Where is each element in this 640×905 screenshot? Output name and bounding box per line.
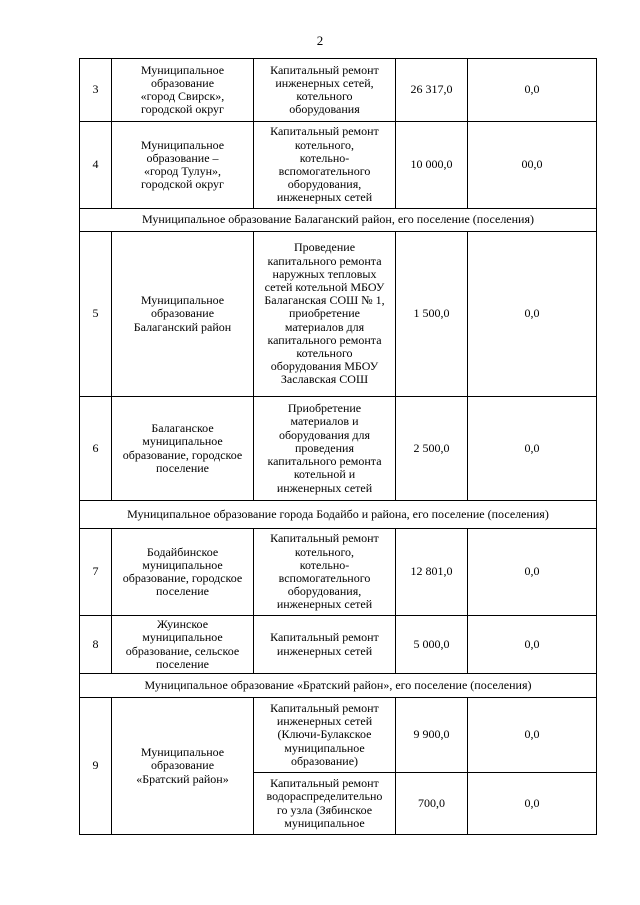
row-number: 8 (80, 616, 112, 674)
section-header-row (80, 501, 597, 529)
row-number: 9 (80, 698, 112, 835)
section-header: Муниципальное образование «Братский район», его поселение (поселения) (80, 674, 597, 698)
purpose-text: Капитальный ремонт водораспределительно го узла (Зябинское муниципальное (254, 773, 396, 835)
municipality-name: Бодайбинское муниципальное образование, городское поселение (112, 529, 254, 616)
section-header: Муниципальное образование города Бодайбо и района, его поселение (поселения) (80, 501, 597, 529)
purpose-text: Приобретение материалов и оборудования для проведения капитального ремонта котельной и инженерных сетей (254, 397, 396, 501)
row-number: 7 (80, 529, 112, 616)
row-number: 6 (80, 397, 112, 501)
subsidy-table (79, 58, 597, 835)
row-number: 4 (80, 122, 112, 209)
amount-value: 12 801,0 (396, 529, 468, 616)
other-value: 0,0 (468, 773, 597, 835)
purpose-text: Капитальный ремонт инженерных сетей (Ключи-Булакское муниципальное образование) (254, 698, 396, 773)
row-number: 5 (80, 232, 112, 397)
amount-value: 9 900,0 (396, 698, 468, 773)
table-row (80, 698, 597, 773)
section-header-row (80, 674, 597, 698)
page-number: 2 (316, 33, 324, 48)
section-header-row (80, 209, 597, 232)
other-value: 0,0 (468, 232, 597, 397)
municipality-name: Муниципальное образование – «город Тулун», городской округ (112, 122, 254, 209)
amount-value: 700,0 (396, 773, 468, 835)
other-value: 0,0 (468, 397, 597, 501)
purpose-text: Капитальный ремонт котельного, котельно- вспомогательного оборудования, инженерных сетей (254, 529, 396, 616)
municipality-name: Жуинское муниципальное образование, сельское поселение (112, 616, 254, 674)
other-value: 0,0 (468, 529, 597, 616)
purpose-text: Проведение капитального ремонта наружных тепловых сетей котельной МБОУ Балаганская СОШ № 1, приобретение материалов для капитального ремонта котельного оборудования МБОУ Заславская СОШ (254, 232, 396, 397)
other-value: 0,0 (468, 698, 597, 773)
row-number: 3 (80, 59, 112, 122)
table-row (80, 232, 597, 397)
amount-value: 2 500,0 (396, 397, 468, 501)
municipality-name: Муниципальное образование Балаганский район (112, 232, 254, 397)
table-row (80, 397, 597, 501)
municipality-name: Муниципальное образование «город Свирск», городской округ (112, 59, 254, 122)
other-value: 0,0 (468, 616, 597, 674)
table-row (80, 59, 597, 122)
table-row (80, 122, 597, 209)
purpose-text: Капитальный ремонт инженерных сетей, котельного оборудования (254, 59, 396, 122)
municipality-name: Муниципальное образование «Братский район» (112, 698, 254, 835)
amount-value: 26 317,0 (396, 59, 468, 122)
purpose-text: Капитальный ремонт котельного, котельно- вспомогательного оборудования, инженерных сетей (254, 122, 396, 209)
other-value: 00,0 (468, 122, 597, 209)
table-row (80, 529, 597, 616)
purpose-text: Капитальный ремонт инженерных сетей (254, 616, 396, 674)
amount-value: 1 500,0 (396, 232, 468, 397)
section-header: Муниципальное образование Балаганский район, его поселение (поселения) (80, 209, 597, 232)
table-row (80, 616, 597, 674)
other-value: 0,0 (468, 59, 597, 122)
amount-value: 5 000,0 (396, 616, 468, 674)
amount-value: 10 000,0 (396, 122, 468, 209)
municipality-name: Балаганское муниципальное образование, городское поселение (112, 397, 254, 501)
